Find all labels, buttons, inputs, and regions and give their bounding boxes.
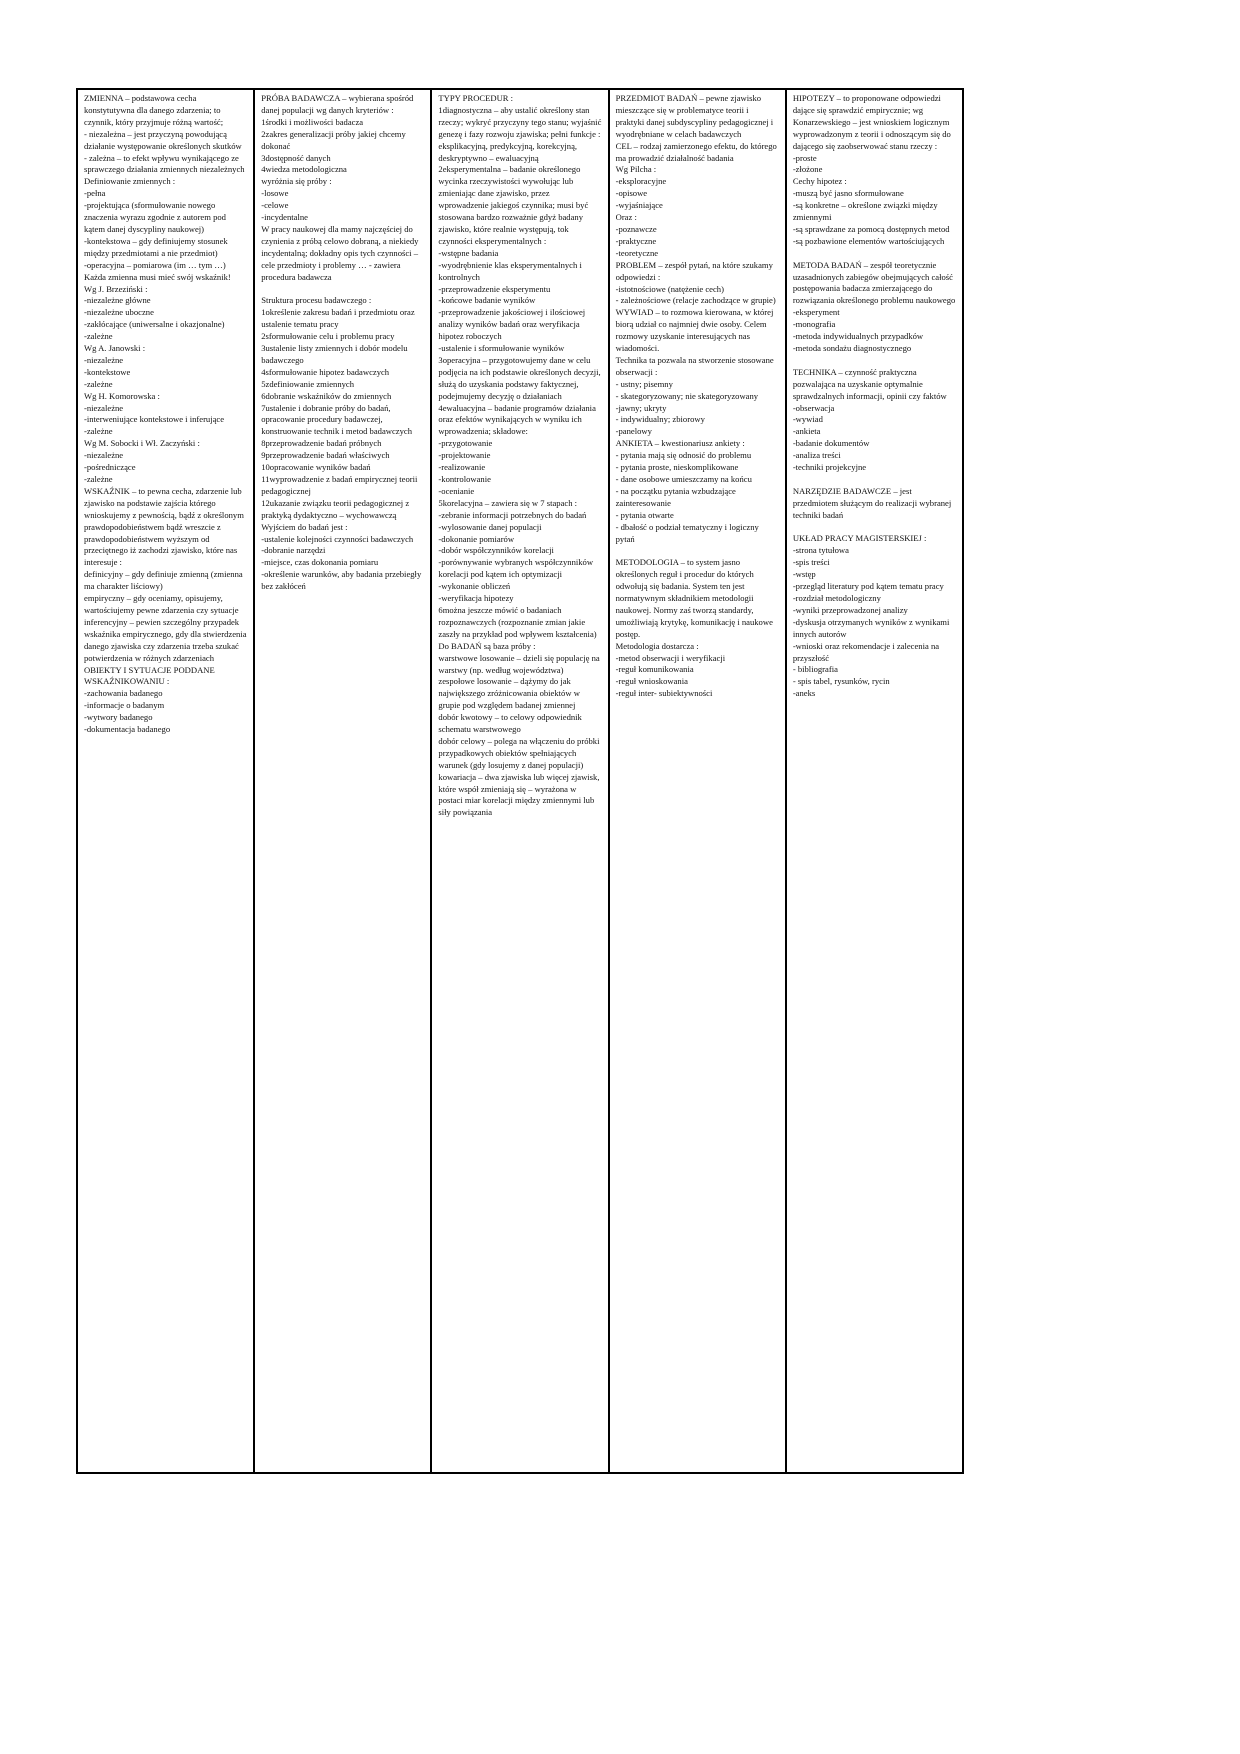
text-line: -wyniki przeprowadzonej analizy <box>792 604 908 615</box>
text-line: 6można jeszcze mówić o badaniach rozpoznawczych (rozpoznanie zmian jakie zaszły na przykład pod wpływem kształcenia) <box>438 604 597 639</box>
text-line: ANKIETA – kwestionariusz ankiety : <box>615 438 745 449</box>
text-line: -niezależne <box>84 402 124 413</box>
text-line: 12ukazanie związku teorii pedagogicznej z praktyką dydaktyczno – wychowawczą <box>261 497 410 520</box>
text-line: 5korelacyjna – zawiera się w 7 stapach : <box>438 497 578 508</box>
text-line: 4wiedza metodologiczna <box>261 164 347 175</box>
text-line: inferencyjny – pewien szczególny przypadek wskaźnika empirycznego, gdy dla stwierdzenia danego zjawiska czy zdarzenia trzeba szukać potwierdzenia w różnych zdarzeniach <box>84 616 247 663</box>
text-line: Struktura procesu badawczego : <box>261 295 372 306</box>
text-line: 8przeprowadzenie badań próbnych <box>261 438 382 449</box>
text-line: Wg J. Brzeziński : <box>84 283 148 294</box>
text-line: - spis tabel, rysunków, rycin <box>792 676 890 687</box>
text-line: -ustalenie kolejności czynności badawczych <box>261 533 414 544</box>
text-line: TYPY PROCEDUR : <box>438 93 514 103</box>
text-line: - dbałość o podział tematyczny i logiczny pytań <box>615 521 759 544</box>
text-line: zespołowe losowanie – dążymy do jak największego zróżnicowania obiektów w grupie pod względem badanej zmiennej <box>438 676 580 711</box>
blank-line <box>793 474 956 486</box>
text-line: -weryfikacja hipotezy <box>438 593 514 604</box>
notes-table <box>76 88 964 1474</box>
column-hipotezy <box>787 90 962 1472</box>
text-line: Technika ta pozwala na stworzenie stosowane obserwacji : <box>615 354 774 377</box>
text-line: 2eksperymentalna – badanie określonego wycinka rzeczywistości wywołując lub zmieniając dane zjawisko, przez wprowadzenie jakiegoś czynnika; musi być stosowana bardzo rozważnie gdyż badany zjawisko, które realnie występują, tok czynności eksperymentalnych : <box>438 164 589 246</box>
text-line: -techniki projekcyjne <box>792 462 867 473</box>
text-line: -reguł komunikowania <box>615 664 694 675</box>
text-line: -obserwacja <box>792 402 835 413</box>
text-line: -muszą być jasno sformułowane <box>792 188 904 199</box>
text-line: -dobranie narzędzi <box>261 545 326 556</box>
text-line: Każda zmienna musi mieć swój wskaźnik! <box>84 271 231 282</box>
text-line: -złożone <box>792 164 823 175</box>
blank-line <box>793 522 956 534</box>
text-line: -porównywanie wybranych współczynników korelacji pod kątem ich optymizacji <box>438 557 594 580</box>
column-proba-badawcza <box>255 90 432 1472</box>
text-line: -niezależne główne <box>84 295 151 306</box>
text-line: 2sformułowanie celu i problemu pracy <box>261 331 395 342</box>
text-line: -celowe <box>261 200 289 211</box>
text-line: -wnioski oraz rekomendacje i zalecenia na przyszłość <box>792 640 940 663</box>
column-przedmiot-badan <box>610 90 787 1472</box>
text-line: -określenie warunków, aby badania przebiegły bez zakłóceń <box>261 569 422 592</box>
text-line: ZMIENNA – podstawowa cecha konstytutywna dla danego zdarzenia; to czynnik, który przyjmuje różną wartość; <box>84 93 224 127</box>
text-line: 3operacyjna – przygotowujemy dane w celu podjęcia na ich podstawie określonych decyzji, służą do uzyskania podstawy faktycznej, podejmujemy decyzję o działaniach <box>438 354 601 401</box>
text-line: -zebranie informacji potrzebnych do badań <box>438 509 587 520</box>
text-line: -monografia <box>792 319 836 330</box>
text-line: -przygotowanie <box>438 438 493 449</box>
text-line: -dobór współczynników korelacji <box>438 545 554 556</box>
text-line: -panelowy <box>615 426 652 437</box>
text-line: -proste <box>792 152 817 163</box>
blank-line <box>261 284 424 296</box>
text-line: - zależnościowe (relacje zachodzące w grupie) <box>615 295 776 306</box>
text-line: -pośredniczące <box>84 462 136 473</box>
text-line: 5zdefiniowanie zmiennych <box>261 378 355 389</box>
text-line: - bibliografia <box>792 664 838 675</box>
text-line: - indywidualny; zbiorowy <box>615 414 705 425</box>
text-line: -dyskusja otrzymanych wyników z wynikami innych autorów <box>792 616 950 639</box>
text-line: 1określenie zakresu badań i przedmiotu oraz ustalenie tematu pracy <box>261 307 415 330</box>
text-line: dobór celowy – polega na włączeniu do próbki przypadkowych obiektów spełniających warunek (gdy losujemy z danej populacji) <box>438 735 600 770</box>
text-line: -wykonanie obliczeń <box>438 581 511 592</box>
text-line: -kontekstowa – gdy definiujemy stosunek między przedmiotami a nie przedmiot) <box>84 235 228 258</box>
text-line: - pytania proste, nieskomplikowane <box>615 462 739 473</box>
text-line: -eksploracyjne <box>615 176 667 187</box>
text-line: -kontekstowe <box>84 366 131 377</box>
text-line: -wywiad <box>792 414 823 425</box>
text-line: -są pozbawione elementów wartościujących <box>792 235 945 246</box>
text-line: - dane osobowe umieszczamy na końcu <box>615 474 752 484</box>
text-line: Definiowanie zmiennych : <box>84 176 176 187</box>
text-line: -są konkretne – określone związki między zmiennymi <box>792 200 938 223</box>
text-line: PROBLEM – zespół pytań, na które szukamy odpowiedzi : <box>615 259 773 282</box>
text-line: -przeprowadzenie eksperymentu <box>438 283 551 294</box>
text-line: -interweniujące kontekstowe i inferujące <box>84 414 225 425</box>
text-line: -wyodrębnienie klas eksperymentalnych i kontrolnych <box>438 259 582 282</box>
text-line: warstwowe losowanie – dzieli się populację na warstwy (np. według województwa) <box>438 652 600 675</box>
text-line: 7ustalenie i dobranie próby do badań, opracowanie procedury badawczej, konstruowanie technik i metod badawczych <box>261 402 413 437</box>
text-line: -poznawcze <box>615 223 657 234</box>
text-line: WSKAŹNIK – to pewna cecha, zdarzenie lub zjawisko na podstawie zajścia którego wnioskujemy z pewnością, bądź z określonym prawdopodobieństwem bądź wreszcie z prawdopodobieństwem wyższym od przeciętnego iż zachodzi zjawisko, które nas interesuje : <box>84 485 244 568</box>
text-line: - niezależna – jest przyczyną powodującą działanie występowanie określonych skutków <box>84 128 242 151</box>
text-line: -istotnościowe (natężenie cech) <box>615 283 724 294</box>
text-line: W pracy naukowej dla mamy najczęściej do czynienia z próbą celowo dobraną, a niekiedy incydentalną; dokładny opis tych czynności – cele przedmioty i problemy … - zawiera procedura badawcza <box>261 223 419 282</box>
text-line: TECHNIKA – czynność praktyczna pozwalająca na uzyskanie optymalnie sprawdzalnych informacji, opinii czy faktów <box>792 366 947 401</box>
text-line: - skategoryzowany; nie skategoryzowany <box>615 390 759 401</box>
blank-line <box>793 355 956 367</box>
text-line: dobór kwotowy – to celowy odpowiednik schematu warstwowego <box>438 712 582 735</box>
text-line: 4sformułowanie hipotez badawczych <box>261 366 390 377</box>
text-line: -niezależne <box>84 354 124 365</box>
blank-line <box>616 545 779 557</box>
text-line: -ankieta <box>792 426 821 437</box>
text-line: -zależne <box>84 378 113 389</box>
text-line: NARZĘDZIE BADAWCZE – jest przedmiotem służącym do realizacji wybranej techniki badań <box>792 485 952 520</box>
text-line: Wg A. Janowski : <box>84 343 146 354</box>
text-line: -kontrolowanie <box>438 474 491 484</box>
text-line: -wyjaśniające <box>615 200 663 211</box>
text-line: 11wyprowadzenie z badań empirycznej teorii pedagogicznej <box>261 473 418 496</box>
text-line: -przegląd literatury pod kątem tematu pracy <box>792 581 944 592</box>
text-line: 9przeprowadzenie badań właściwych <box>261 450 390 461</box>
text-line: -realizowanie <box>438 462 486 473</box>
column-zmienna <box>78 90 255 1472</box>
text-line: 1środki i możliwości badacza <box>261 116 364 127</box>
text-line: -reguł wnioskowania <box>615 676 688 687</box>
text-line: -analiza treści <box>792 450 841 461</box>
text-line: - zależna – to efekt wpływu wynikającego ze sprawczego działania zmiennych niezależnych <box>84 152 245 175</box>
text-line: -aneks <box>792 688 816 699</box>
text-line: 10opracowanie wyników badań <box>261 462 371 473</box>
text-line: -wylosowanie danej populacji <box>438 521 542 532</box>
text-line: -opisowe <box>615 188 648 199</box>
text-line: 3ustalenie listy zmiennych i dobór modelu badawczego <box>261 343 408 365</box>
text-line: - pytania mają się odnosić do problemu <box>615 450 752 461</box>
text-line: -zależne <box>84 426 113 437</box>
text-line: OBIEKTY I SYTUACJE PODDANE WSKAŹNIKOWANIU : <box>84 664 215 687</box>
text-line: -praktyczne <box>615 235 657 246</box>
text-line: -ocenianie <box>438 485 475 496</box>
text-line: -wstępne badania <box>438 247 499 258</box>
text-line: -reguł inter- subiektywności <box>615 688 713 699</box>
text-line: -zależne <box>84 474 113 484</box>
text-line: -incydentalne <box>261 212 308 223</box>
text-line: HIPOTEZY – to proponowane odpowiedzi dające się sprawdzić empirycznie; wg Konarzewskiego – jest wnioskiem logicznym wyprowadzonym z teorii i odnoszącym się do dającego się zaobserwować stanu rzeczy : <box>792 93 951 151</box>
text-line: -wstęp <box>792 569 816 580</box>
text-line: Wg Pilcha : <box>615 164 657 175</box>
text-line: -jawny; ukryty <box>615 402 667 413</box>
blank-line <box>793 248 956 260</box>
text-line: - pytania otwarte <box>615 509 674 520</box>
text-line: -teoretyczne <box>615 247 659 258</box>
text-line: WYWIAD – to rozmowa kierowana, w której biorą udział co najmniej dwie osoby. Celem rozmowy uzyskanie interesujących nas wiadomości. <box>615 307 774 354</box>
text-line: -zależne <box>84 331 113 342</box>
text-line: 6dobranie wskaźników do zmiennych <box>261 390 392 401</box>
text-line: -strona tytułowa <box>792 545 849 556</box>
text-line: kowariacja – dwa zjawiska lub więcej zjawisk, które współ zmieniają się – wyrażona w postaci miar korelacji między zmiennymi lub siły powiązania <box>438 771 600 818</box>
text-line: -ustalenie i sformułowanie wyników <box>438 343 565 354</box>
text-line: -informacje o badanym <box>84 700 165 711</box>
text-line: -niezależne <box>84 450 124 461</box>
text-line: Wg H. Komorowska : <box>84 390 160 401</box>
text-line: -są sprawdzane za pomocą dostępnych metod <box>792 223 950 234</box>
text-line: -rozdział metodologiczny <box>792 593 881 603</box>
text-line: -zakłócające (uniwersalne i okazjonalne) <box>84 319 225 330</box>
text-line: Metodologia dostarcza : <box>615 640 699 651</box>
text-line: -metod obserwacji i weryfikacji <box>615 652 726 663</box>
text-line: -końcowe badanie wyników <box>438 295 536 306</box>
text-line: UKŁAD PRACY MAGISTERSKIEJ : <box>792 533 927 544</box>
text-line: Cechy hipotez : <box>792 176 847 187</box>
text-line: -niezależne uboczne <box>84 307 154 318</box>
text-line: -projektowanie <box>438 450 491 461</box>
text-line: -zachowania badanego <box>84 688 163 699</box>
text-line: -metoda sondażu diagnostycznego <box>792 343 912 354</box>
text-line: -losowe <box>261 188 289 199</box>
text-line: -przeprowadzenie jakościowej i ilościowej analizy wyników badań oraz weryfikacja hipotez roboczych <box>438 307 586 342</box>
text-line: -pełna <box>84 188 106 199</box>
text-line: 4ewaluacyjna – badanie programów działania oraz efektów wynikających w wyniku ich wprowadzenia; składowe: <box>438 402 596 437</box>
text-line: Do BADAŃ są baza próby : <box>438 640 536 651</box>
text-line: - ustny; pisemny <box>615 378 673 389</box>
text-line: wyróżnia się próby : <box>261 176 332 187</box>
text-line: -miejsce, czas dokonania pomiaru <box>261 557 379 568</box>
text-line: CEL – rodzaj zamierzonego efektu, do którego ma prowadzić działalność badania <box>615 140 777 163</box>
text-line: -eksperyment <box>792 307 840 318</box>
text-line: 1diagnostyczna – aby ustalić określony stan rzeczy; wykryć przyczyny tego stanu; wyjaśnić genezę i fazy rozwoju zjawiska; pełni funkcje : eksplikacyjną, predykcyjną, korekcyjną, deskryptywno – ewaluacyjną <box>438 104 602 163</box>
text-line: Wyjściem do badań jest : <box>261 521 348 532</box>
text-line: METODA BADAŃ – zespół teoretycznie uzasadnionych zabiegów obejmujących całość postępowania badacza zmierzającego do rozwiązania określonego problemu naukowego <box>792 259 956 306</box>
text-line: -dokonanie pomiarów <box>438 533 515 544</box>
text-line: -metoda indywidualnych przypadków <box>792 331 924 342</box>
text-line: -projektująca (sformułowanie nowego znaczenia wyrazu zgodnie z autorem pod kątem danej dyscypliny naukowej) <box>84 200 226 234</box>
text-line: PRZEDMIOT BADAŃ – pewne zjawisko mieszczące się w problematyce teorii i praktyki danej subdyscypliny pedagogicznej i wyodrębniane w celach badawczych <box>615 93 774 139</box>
column-typy-procedur <box>432 90 609 1472</box>
text-line: Oraz : <box>615 212 637 223</box>
text-line: -dokumentacja badanego <box>84 724 171 735</box>
text-line: definicyjny – gdy definiuje zmienną (zmienna ma charakter liściowy) <box>84 569 243 592</box>
text-line: - na początku pytania wzbudzające zainteresowanie <box>615 485 736 508</box>
text-line: METODOLOGIA – to system jasno określonych reguł i procedur do których odwołują się badania. System ten jest normatywnym składnikiem metodologii naukowej. Normy zaś tworzą standardy, umożliwiają krytykę, komunikację i naukowe postęp. <box>615 557 773 639</box>
text-line: -operacyjna – pomiarowa (im … tym …) <box>84 259 226 270</box>
text-line: Wg M. Sobocki i Wł. Zaczyński : <box>84 438 200 449</box>
text-line: -wytwory badanego <box>84 712 153 723</box>
text-line: -spis treści <box>792 557 830 568</box>
text-line: -badanie dokumentów <box>792 438 870 449</box>
text-line: empiryczny – gdy oceniamy, opisujemy, wartościujemy pewne zdarzenia czy sytuacje <box>84 593 239 615</box>
text-line: 3dostępność danych <box>261 152 331 163</box>
text-line: 2zakres generalizacji próby jakiej chcemy dokonać <box>261 128 406 151</box>
text-line: PRÓBA BADAWCZA – wybierana spośród danej populacji wg danych kryteriów : <box>261 93 414 115</box>
